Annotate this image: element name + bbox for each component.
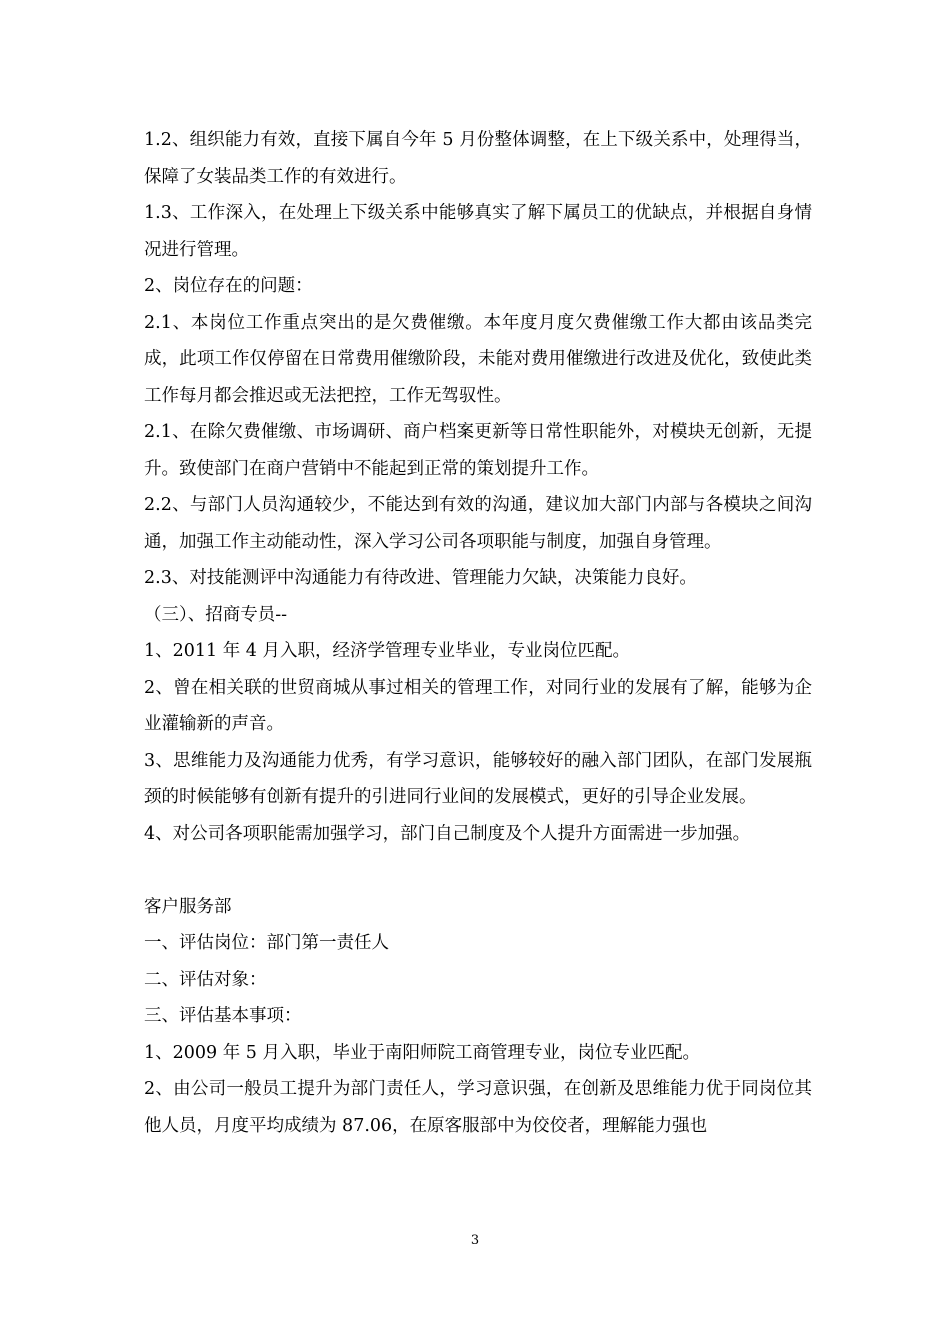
paragraph: 三、评估基本事项： — [144, 1006, 302, 1026]
paragraph: 2.3、对技能测评中沟通能力有待改进、管理能力欠缺，决策能力良好。 — [144, 568, 697, 588]
paragraph: 二、评估对象： — [144, 969, 267, 990]
paragraph: 2、曾在相关联的世贸商城从事过相关的管理工作，对同行业的发展有了解，能够为企业灌输新的声音。 — [144, 677, 812, 734]
paragraph: 1、2009 年 5 月入职，毕业于南阳师院工商管理专业，岗位专业匹配。 — [144, 1042, 700, 1063]
page-number: 3 — [470, 1233, 480, 1248]
blank-line — [144, 852, 812, 889]
paragraph: 1.2、组织能力有效，直接下属自今年 5 月份整体调整，在上下级关系中，处理得当，保障了女装品类工作的有效进行。 — [144, 130, 812, 187]
document-body — [144, 122, 812, 1144]
paragraph: 1.3、工作深入，在处理上下级关系中能够真实了解下属员工的优缺点，并根据自身情况进行管理。 — [144, 203, 812, 260]
paragraph: 4、对公司各项职能需加强学习，部门自己制度及个人提升方面需进一步加强。 — [144, 823, 751, 844]
paragraph: 2.1、在除欠费催缴、市场调研、商户档案更新等日常性职能外，对模块无创新，无提升。致使部门在商户营销中不能起到正常的策划提升工作。 — [144, 422, 812, 479]
paragraph: 2、岗位存在的问题： — [144, 276, 313, 296]
paragraph: 1、2011 年 4 月入职，经济学管理专业毕业，专业岗位匹配。 — [144, 641, 630, 661]
paragraph: 2、由公司一般员工提升为部门责任人，学习意识强，在创新及思维能力优于同岗位其他人员，月度平均成绩为 87.06，在原客服部中为佼佼者，理解能力强也 — [144, 1079, 812, 1136]
paragraph: 2.1、本岗位工作重点突出的是欠费催缴。本年度月度欠费催缴工作大都由该品类完成，此项工作仅停留在日常费用催缴阶段，未能对费用催缴进行改进及优化，致使此类工作每月都会推迟或无法把控，工作无驾驭性。 — [144, 312, 812, 406]
section-heading: （三）、招商专员-- — [144, 604, 288, 625]
paragraph: 2.2、与部门人员沟通较少，不能达到有效的沟通，建议加大部门内部与各模块之间沟通，加强工作主动能动性，深入学习公司各项职能与制度，加强自身管理。 — [144, 495, 812, 552]
paragraph: 3、思维能力及沟通能力优秀，有学习意识，能够较好的融入部门团队，在部门发展瓶颈的时候能够有创新有提升的引进同行业间的发展模式，更好的引导企业发展。 — [144, 750, 812, 807]
department-heading: 客户服务部 — [144, 896, 232, 917]
paragraph: 一、评估岗位：部门第一责任人 — [144, 933, 389, 953]
